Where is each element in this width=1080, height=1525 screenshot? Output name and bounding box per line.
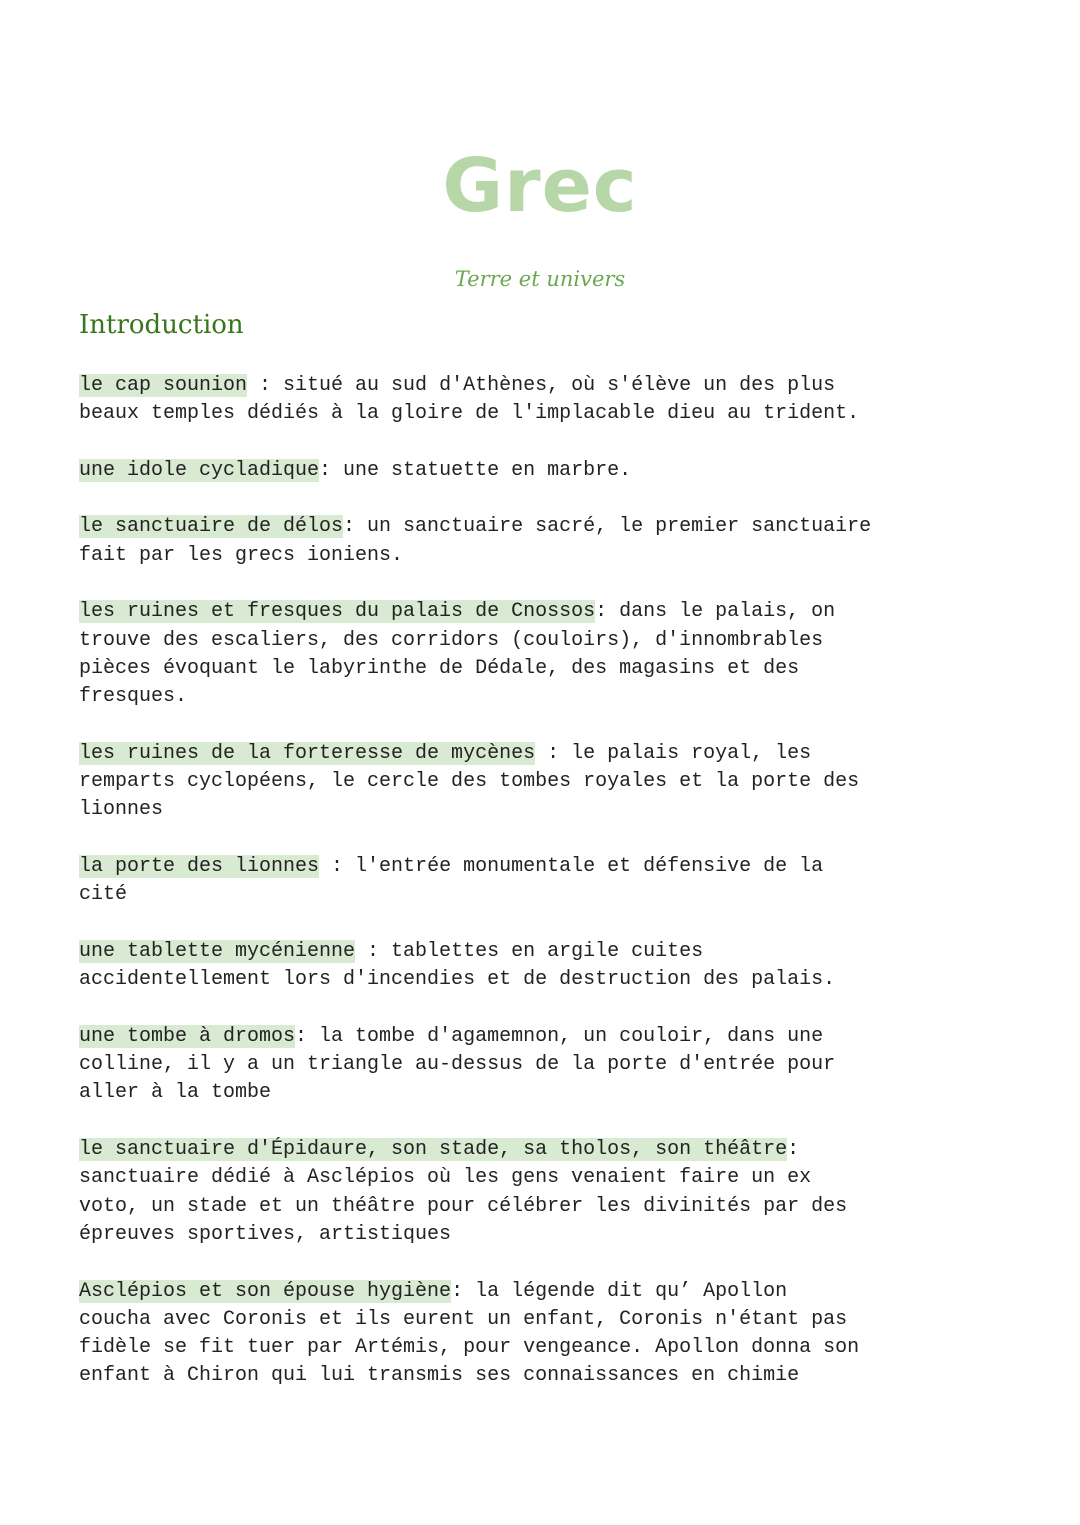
entry-term: Asclépios et son épouse hygiène [79,1279,452,1303]
entry-term: le sanctuaire d'Épidaure, son stade, sa tholos, son théâtre [79,1138,788,1162]
glossary-entry [79,740,979,825]
glossary-entry [79,1023,979,1108]
entry-term: la porte des lionnes [79,855,320,879]
document-subtitle: Terre et univers [454,267,626,291]
entry-definition: : un sanctuaire sacré, le premier sanctuaire fait par les grecs ioniens. [79,515,872,567]
entry-definition: : le palais royal, les remparts cyclopéens, le cercle des tombes royales et la porte des lionnes [79,741,860,822]
document-title: Grec [442,143,638,229]
entry-definition: : la tombe d'agamemnon, un couloir, dans une colline, il y a un triangle au-dessus de la porte d'entrée pour aller à la tombe [79,1024,836,1105]
entry-definition: : situé au sud d'Athènes, où s'élève un des plus beaux temples dédiés à la gloire de l'implacable dieu au trident. [79,374,860,426]
entry-definition: : dans le palais, on trouve des escaliers, des corridors (couloirs), d'innombrables pièces évoquant le labyrinthe de Dédale, des magasins et des fresques. [79,600,836,709]
glossary-entry [79,457,979,485]
entry-term: le cap sounion [79,374,248,397]
entry-definition: : une statuette en marbre. [319,458,632,482]
entry-definition: : la légende dit qu’ Apollon coucha avec Coronis et ils eurent un enfant, Coronis n'étant pas fidèle se fit tuer par Artémis, pour vengeance. Apollon donna son enfant à Chiron qui lui transmis ses connaissances en chimie [79,1279,860,1388]
section-heading: Introduction [79,310,244,340]
entry-term: une tombe à dromos [79,1024,296,1048]
glossary-entry [79,853,979,910]
entry-term: une tablette mycénienne [79,939,356,963]
glossary-entry [79,1136,979,1249]
glossary-entry [79,513,979,570]
entry-definition: : sanctuaire dédié à Asclépios où les gens venaient faire un ex voto, un stade et un théâtre pour célébrer les divinités par des épreuves sportives, artistiques [79,1138,848,1246]
entry-term: une idole cycladique [79,458,320,482]
entry-term: les ruines de la forteresse de mycènes [79,741,536,765]
glossary-entry [79,372,979,429]
glossary-entry [79,1278,979,1391]
glossary-entry [79,938,979,995]
entry-definition: : l'entrée monumentale et défensive de la cité [79,855,824,907]
entry-definition: : tablettes en argile cuites accidentellement lors d'incendies et de destruction des palais. [79,939,836,992]
entry-term: le sanctuaire de délos [79,515,344,539]
entry-term: les ruines et fresques du palais de Cnossos [79,600,596,624]
glossary-list [79,372,979,1419]
glossary-entry [79,598,979,711]
